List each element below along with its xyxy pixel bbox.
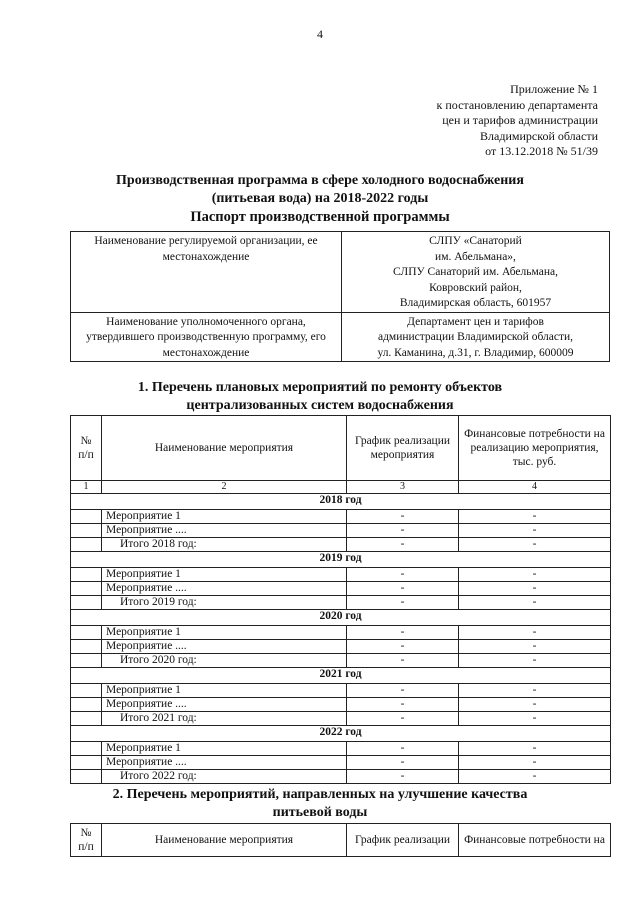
schedule-cell: - xyxy=(347,510,459,524)
table-row xyxy=(71,684,611,698)
appendix-line: к постановлению департамента xyxy=(436,97,598,112)
finance-cell: - xyxy=(459,698,611,712)
schedule-cell: - xyxy=(347,770,459,784)
table-row xyxy=(71,582,611,596)
finance-cell: - xyxy=(459,626,611,640)
activity-name-cell: Мероприятие .... xyxy=(102,756,347,770)
year-header-row xyxy=(71,668,611,684)
column-number: 1 xyxy=(71,481,102,494)
table-header-row xyxy=(71,824,611,857)
appendix-line: от 13.12.2018 № 51/39 xyxy=(485,144,598,158)
row-number-cell xyxy=(71,582,102,596)
passport-label: Наименование уполномоченного органа, утвердившего производственную программу, его местонахождение xyxy=(71,312,342,362)
appendix-block xyxy=(437,82,598,160)
section2-title xyxy=(0,786,640,822)
row-number-cell xyxy=(71,770,102,784)
activity-name-cell: Мероприятие .... xyxy=(102,698,347,712)
schedule-cell: - xyxy=(347,524,459,538)
row-number-cell xyxy=(71,698,102,712)
finance-cell: - xyxy=(459,582,611,596)
row-number-cell xyxy=(71,568,102,582)
finance-cell: - xyxy=(459,742,611,756)
finance-cell: - xyxy=(459,770,611,784)
header-cell: График реализации мероприятия xyxy=(347,416,459,481)
passport-title: Паспорт производственной программы xyxy=(190,209,450,225)
finance-cell: - xyxy=(459,524,611,538)
activity-name-cell: Мероприятие 1 xyxy=(102,568,347,582)
passport-value xyxy=(342,232,610,313)
section-title-line: 1. Перечень плановых мероприятий по ремонту объектов xyxy=(137,380,503,395)
passport-row xyxy=(71,232,610,313)
activity-name-cell: Мероприятие 1 xyxy=(102,510,347,524)
schedule-cell: - xyxy=(347,712,459,726)
year-header-row xyxy=(71,494,611,510)
table-row xyxy=(71,510,611,524)
schedule-cell: - xyxy=(347,626,459,640)
finance-cell: - xyxy=(459,568,611,582)
quality-table xyxy=(70,823,611,857)
table-row xyxy=(71,712,611,726)
table-row xyxy=(71,742,611,756)
schedule-cell: - xyxy=(347,568,459,582)
row-number-cell xyxy=(71,596,102,610)
table-row xyxy=(71,538,611,552)
year-label: 2018 год xyxy=(71,494,611,510)
activity-name-cell: Итого 2021 год: xyxy=(102,712,347,726)
finance-cell: - xyxy=(459,756,611,770)
year-header-row xyxy=(71,726,611,742)
passport-row xyxy=(71,312,610,362)
column-number: 3 xyxy=(347,481,459,494)
title-line: (питьевая вода) на 2018-2022 годы xyxy=(211,191,429,206)
table-row xyxy=(71,654,611,668)
passport-label: Наименование регулируемой организации, ее местонахождение xyxy=(71,232,342,313)
passport-value-line: Ковровский район, xyxy=(429,281,522,294)
finance-cell: - xyxy=(459,684,611,698)
section-title-line: централизованных систем водоснабжения xyxy=(186,398,454,413)
year-header-row xyxy=(71,610,611,626)
row-number-cell xyxy=(71,524,102,538)
passport-value-line: ул. Каманина, д.31, г. Владимир, 600009 xyxy=(377,346,574,359)
header-cell: Наименование мероприятия xyxy=(102,416,347,481)
finance-cell: - xyxy=(459,596,611,610)
activity-name-cell: Мероприятие .... xyxy=(102,524,347,538)
activity-name-cell: Итого 2019 год: xyxy=(102,596,347,610)
row-number-cell xyxy=(71,742,102,756)
finance-cell: - xyxy=(459,640,611,654)
table-row xyxy=(71,756,611,770)
activities-table xyxy=(70,415,611,784)
header-cell: График реализации xyxy=(347,824,459,857)
title-line: Производственная программа в сфере холодного водоснабжения xyxy=(116,173,524,188)
year-label: 2022 год xyxy=(71,726,611,742)
appendix-line: Владимирской области xyxy=(480,128,598,143)
row-number-cell xyxy=(71,684,102,698)
activity-name-cell: Мероприятие 1 xyxy=(102,684,347,698)
activity-name-cell: Итого 2018 год: xyxy=(102,538,347,552)
section-title-line: питьевой воды xyxy=(272,805,368,820)
table-row xyxy=(71,698,611,712)
document-title xyxy=(0,172,640,208)
page-number: 4 xyxy=(317,27,323,41)
activity-name-cell: Мероприятие 1 xyxy=(102,626,347,640)
finance-cell: - xyxy=(459,712,611,726)
passport-table xyxy=(70,231,610,362)
activity-name-cell: Итого 2020 год: xyxy=(102,654,347,668)
year-header-row xyxy=(71,552,611,568)
year-label: 2021 год xyxy=(71,668,611,684)
table-row xyxy=(71,524,611,538)
passport-value-line: Департамент цен и тарифов xyxy=(407,315,544,328)
table-row xyxy=(71,568,611,582)
schedule-cell: - xyxy=(347,596,459,610)
schedule-cell: - xyxy=(347,538,459,552)
header-cell: Финансовые потребности на xyxy=(459,824,611,857)
passport-value-line: им. Абельмана», xyxy=(435,250,516,263)
schedule-cell: - xyxy=(347,582,459,596)
passport-value-line: администрации Владимирской области, xyxy=(377,331,574,343)
table-row xyxy=(71,596,611,610)
finance-cell: - xyxy=(459,538,611,552)
year-label: 2020 год xyxy=(71,610,611,626)
row-number-cell xyxy=(71,756,102,770)
activity-name-cell: Мероприятие .... xyxy=(102,640,347,654)
activity-name-cell: Мероприятие .... xyxy=(102,582,347,596)
section1-title xyxy=(0,379,640,415)
passport-value-line: Владимирская область, 601957 xyxy=(399,297,552,309)
activity-name-cell: Итого 2022 год: xyxy=(102,770,347,784)
schedule-cell: - xyxy=(347,742,459,756)
header-cell: Наименование мероприятия xyxy=(102,824,347,857)
finance-cell: - xyxy=(459,510,611,524)
schedule-cell: - xyxy=(347,698,459,712)
table-header-row xyxy=(71,416,611,481)
column-number: 2 xyxy=(102,481,347,494)
row-number-cell xyxy=(71,640,102,654)
schedule-cell: - xyxy=(347,756,459,770)
appendix-line: цен и тарифов администрации xyxy=(442,113,598,127)
year-label: 2019 год xyxy=(71,552,611,568)
column-number-row xyxy=(71,481,611,494)
row-number-cell xyxy=(71,712,102,726)
passport-value-line: СЛПУ Санаторий им. Абельмана, xyxy=(393,266,558,278)
activity-name-cell: Мероприятие 1 xyxy=(102,742,347,756)
column-number: 4 xyxy=(459,481,611,494)
header-cell: Финансовые потребности на реализацию мероприятия, тыс. руб. xyxy=(459,416,611,481)
passport-value xyxy=(342,312,610,362)
passport-value-line: СЛПУ «Санаторий xyxy=(429,235,522,247)
row-number-cell xyxy=(71,654,102,668)
header-cell: № п/п xyxy=(71,824,102,857)
finance-cell: - xyxy=(459,654,611,668)
schedule-cell: - xyxy=(347,684,459,698)
schedule-cell: - xyxy=(347,654,459,668)
schedule-cell: - xyxy=(347,640,459,654)
header-cell: № п/п xyxy=(71,416,102,481)
row-number-cell xyxy=(71,626,102,640)
table-row xyxy=(71,640,611,654)
table-row xyxy=(71,770,611,784)
row-number-cell xyxy=(71,510,102,524)
table-row xyxy=(71,626,611,640)
section-title-line: 2. Перечень мероприятий, направленных на улучшение качества xyxy=(112,787,528,802)
row-number-cell xyxy=(71,538,102,552)
appendix-line: Приложение № 1 xyxy=(510,82,598,96)
